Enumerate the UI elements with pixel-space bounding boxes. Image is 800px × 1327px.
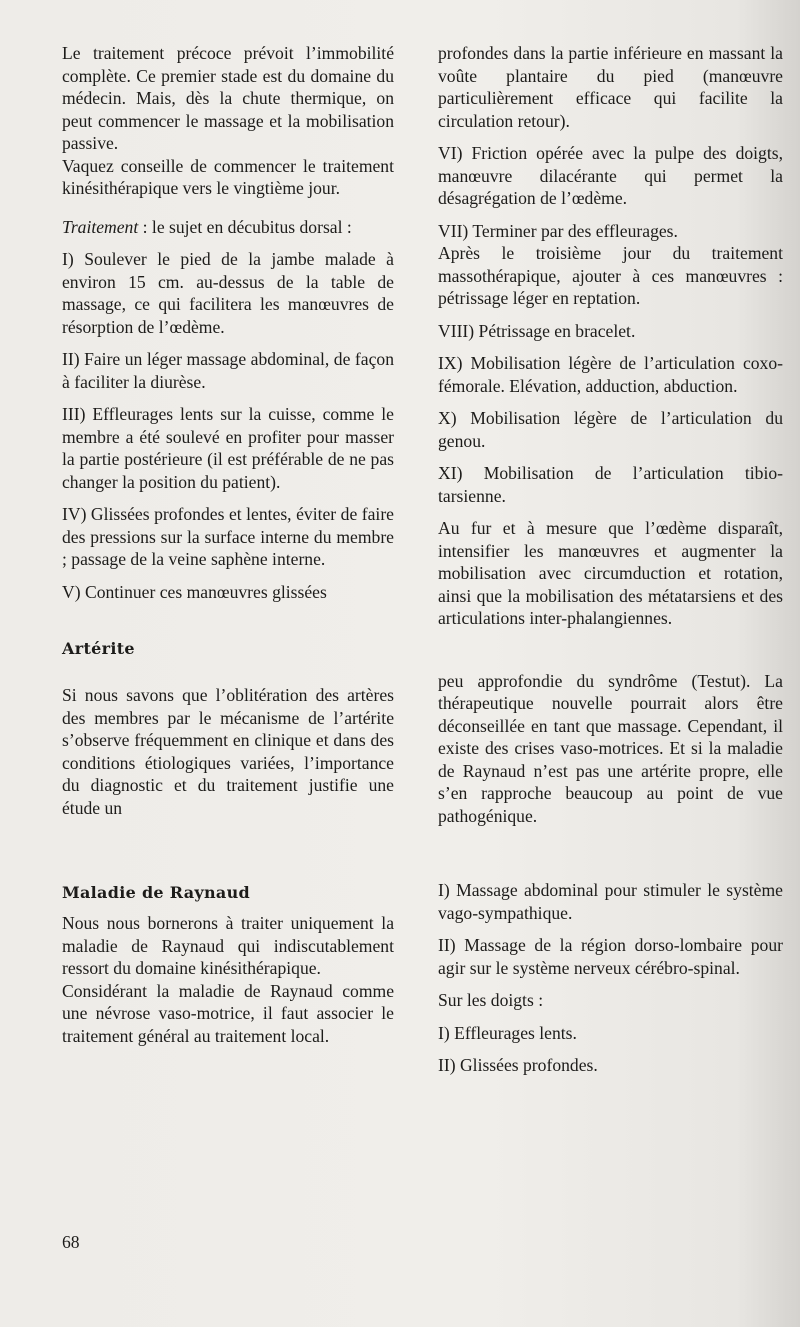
step-4: IV) Glissées profondes et lentes, éviter de faire des pressions sur la surface interne du membre ; passage de la veine saphène interne. [62, 504, 394, 569]
step-11: XI) Mobilisation de l’articulation tibio-tarsienne. [438, 463, 783, 506]
right-column [438, 42, 783, 1087]
step-6: VI) Friction opérée avec la pulpe des doigts, manœuvre dilacérante qui permet la désagrégation de l’œdème. [438, 143, 783, 208]
step-1: I) Soulever le pied de la jambe malade à environ 15 cm. au-dessus de la table de massage, ce qui facilitera les manœuvres de résorption de l’œdème. [62, 249, 394, 337]
heading-raynaud: Maladie de Raynaud [62, 883, 251, 902]
paragraph-arterite: Si nous savons que l’oblitération des artères des membres par le mécanisme de l’artérite s’observe fréquemment en clinique et dans des conditions étiologiques variées, l’importance du diagnostic et du traitement justifie une étude un [62, 685, 394, 818]
doigts-label: Sur les doigts : [438, 990, 544, 1010]
paragraph-raynaud-1: Nous nous bornerons à traiter uniquement la maladie de Raynaud qui indiscutablement ressort du domaine kinésithérapique. [62, 913, 394, 978]
step-8: VIII) Pétrissage en bracelet. [438, 320, 636, 341]
paragraph-raynaud-2: Considérant la maladie de Raynaud comme une névrose vaso-motrice, il faut associer le traitement général au traitement local. [62, 980, 394, 1046]
traitement-label: Traitement [62, 216, 139, 237]
paragraph-continuation: profondes dans la partie inférieure en massant la voûte plantaire du pied (manœuvre particulièrement efficace qui facilite la circulation retour). [438, 43, 783, 131]
paragraph-apres: Après le troisième jour du traitement massothérapique, ajouter à ces manœuvres : pétrissage léger en reptation. [438, 243, 783, 308]
step-10: X) Mobilisation légère de l’articulation du genou. [438, 408, 783, 451]
paragraph-arterite-cont: peu approfondie du syndrôme (Testut). La thérapeutique nouvelle pourrait alors être déconseillée en tant que massage. Cependant, il existe des crises vaso-motrices. Et si la maladie de Raynaud n’est pas une artérite propre, elle s’en rapproche beaucoup au point de vue pathogénique. [438, 670, 783, 826]
paragraph-vaquez: Vaquez conseille de commencer le traitement kinésithérapique vers le vingtième jour. [62, 155, 394, 198]
step-5: V) Continuer ces manœuvres glissées [62, 581, 327, 602]
step-7: VII) Terminer par des effleurages. [438, 220, 678, 241]
step-9: IX) Mobilisation légère de l’articulation coxo-fémorale. Elévation, adduction, abduction. [438, 353, 783, 396]
step-2: II) Faire un léger massage abdominal, de façon à faciliter la diurèse. [62, 349, 394, 392]
heading-arterite: Artérite [62, 639, 135, 658]
paragraph-traitement [62, 216, 394, 239]
step-3: III) Effleurages lents sur la cuisse, comme le membre a été soulevé en profiter pour masser la partie postérieure (il est préférable de ne pas changer la position du patient). [62, 404, 394, 492]
left-column [62, 42, 394, 1057]
doigts-step-1: I) Effleurages lents. [438, 1022, 577, 1043]
page-number: 68 [62, 1232, 80, 1252]
raynaud-step-1: I) Massage abdominal pour stimuler le système vago-sympathique. [438, 880, 783, 923]
traitement-text: : le sujet en décubitus dorsal : [138, 216, 352, 237]
doigts-step-2: II) Glissées profondes. [438, 1055, 598, 1075]
paragraph-intro: Le traitement précoce prévoit l’immobilité complète. Ce premier stade est du domaine du médecin. Mais, dès la chute thermique, on peut commencer le massage et la mobilisation passive. [62, 43, 394, 153]
raynaud-step-2: II) Massage de la région dorso-lombaire pour agir sur le système nerveux cérébro-spinal. [438, 935, 783, 978]
paragraph-au-fur: Au fur et à mesure que l’œdème disparaît, intensifier les manœuvres et augmenter la mobilisation avec circumduction et rotation, ainsi que la mobilisation des métatarsiens et des articulations inter-phalangiennes. [438, 518, 783, 628]
